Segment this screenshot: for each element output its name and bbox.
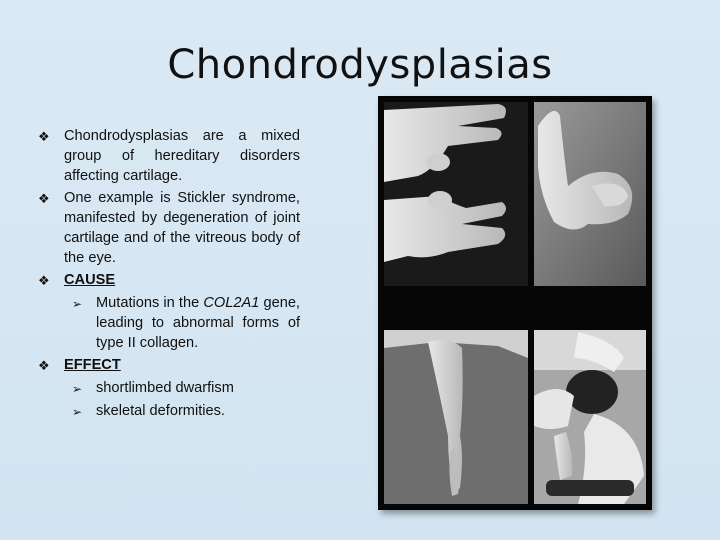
photo-collage	[378, 96, 652, 510]
arrow-bullet-icon: ➢	[72, 405, 83, 419]
clinical-photo	[378, 96, 652, 510]
panel-person	[534, 330, 646, 504]
cause-prefix: Mutations in the	[96, 295, 204, 311]
gene-name: COL2A1	[203, 295, 260, 311]
slide-title: Chondrodysplasias	[167, 42, 553, 88]
diamond-bullet-icon: ❖	[38, 129, 50, 144]
diamond-bullet-icon: ❖	[38, 191, 50, 206]
cause-suffix: gene, leading to abnormal forms of type II collagen.	[96, 295, 300, 351]
cause-heading: CAUSE	[64, 272, 116, 288]
bullet-list	[38, 126, 300, 424]
arrow-bullet-icon: ➢	[72, 382, 83, 396]
diamond-bullet-icon: ❖	[38, 273, 50, 288]
effect-heading-item	[38, 355, 300, 376]
bullet-text: Chondrodysplasias are a mixed group of hereditary disorders affecting cartilage.	[64, 128, 300, 184]
diamond-bullet-icon: ❖	[38, 358, 50, 373]
arrow-bullet-icon: ➢	[72, 297, 83, 311]
sub-bullet-item	[38, 401, 300, 422]
sub-bullet-item	[38, 378, 300, 399]
bullet-item	[38, 188, 300, 268]
cause-text	[96, 293, 300, 353]
sub-bullet-item	[38, 293, 300, 353]
bullet-text: One example is Stickler syndrome, manifested by degeneration of joint cartilage and of the vitreous body of the eye.	[64, 190, 300, 266]
effect-text: shortlimbed dwarfism	[96, 380, 234, 396]
panel-thumb	[534, 102, 646, 286]
effect-heading: EFFECT	[64, 357, 121, 373]
bullet-item	[38, 126, 300, 186]
panel-arm	[384, 330, 528, 504]
panel-hands	[384, 102, 528, 286]
cause-heading-item	[38, 270, 300, 291]
effect-text: skeletal deformities.	[96, 403, 225, 419]
